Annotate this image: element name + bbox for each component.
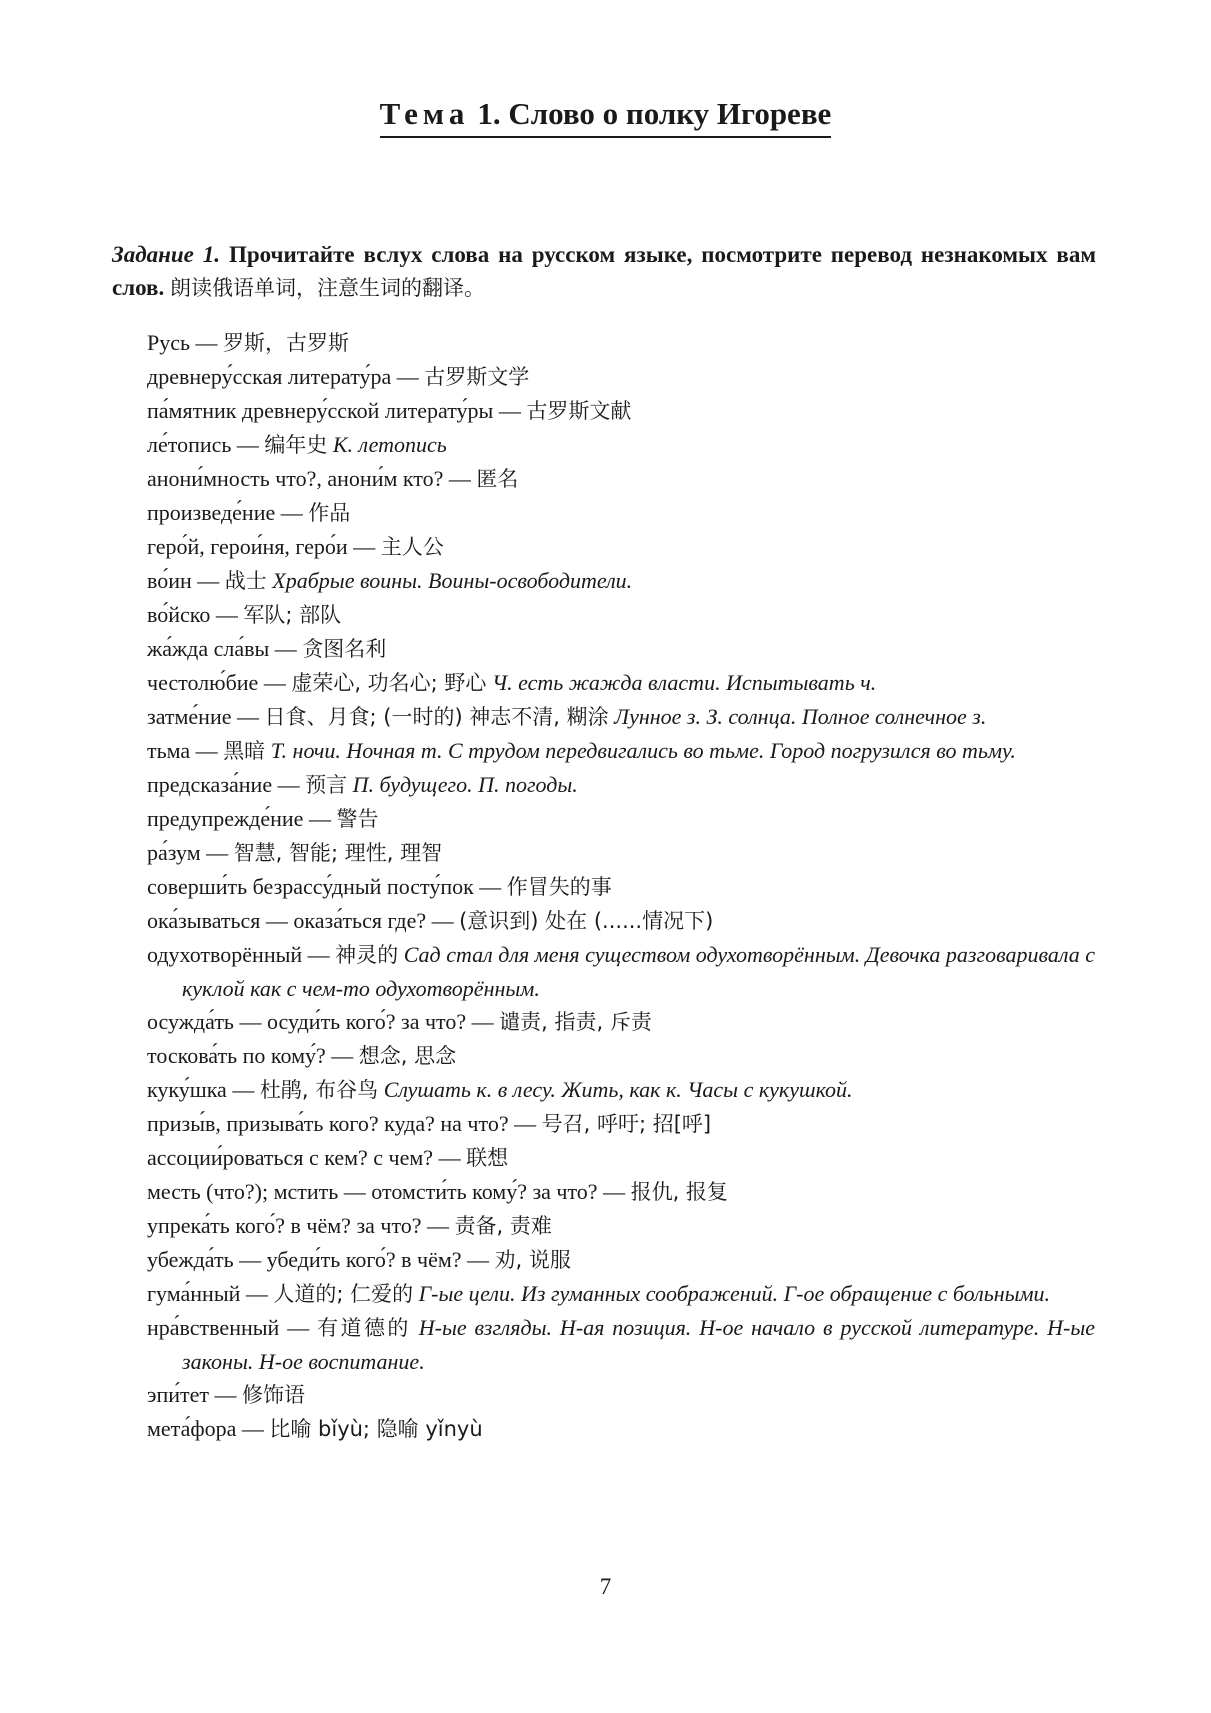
- vocab-entry: [147, 428, 1095, 462]
- vocab-example: Г-ые цели. Из гуманных соображений. Г-ое обращение с больными.: [418, 1281, 1051, 1306]
- vocab-chinese: 匿名: [476, 467, 519, 491]
- vocab-russian: анони́мность что?, анони́м кто? —: [147, 466, 477, 491]
- vocab-entry: [147, 734, 1095, 768]
- vocab-russian: тоскова́ть по кому́? —: [147, 1043, 359, 1068]
- vocab-entry: [147, 1107, 1095, 1141]
- vocab-entry: [147, 632, 1095, 666]
- vocab-chinese: 比喻 bǐyù; 隐喻 yǐnyù: [269, 1417, 483, 1441]
- vocab-russian: соверши́ть безрассу́дный посту́пок —: [147, 874, 507, 899]
- vocab-chinese: 警告: [336, 807, 379, 831]
- vocab-russian: древнеру́сская литерату́ра —: [147, 364, 425, 389]
- vocab-chinese: 虚荣心, 功名心; 野心: [291, 671, 487, 695]
- vocab-entry: [147, 360, 1095, 394]
- vocab-chinese: 责备, 责难: [454, 1214, 552, 1238]
- vocab-russian: месть (что?); мстить — отомсти́ть кому́? за что? —: [147, 1179, 631, 1204]
- vocab-entry: [147, 326, 1095, 360]
- vocab-chinese: 日食、月食; (一时的) 神志不清, 糊涂: [264, 705, 609, 729]
- vocab-russian: предсказа́ние —: [147, 772, 306, 797]
- vocab-russian: мета́фора —: [147, 1416, 270, 1441]
- vocab-russian: произведе́ние —: [147, 500, 309, 525]
- vocab-entry: [147, 1073, 1095, 1107]
- vocab-entry: [147, 1209, 1095, 1243]
- vocab-entry: [147, 1005, 1095, 1039]
- vocab-chinese: 劝, 说服: [494, 1248, 571, 1272]
- vocab-chinese: 古罗斯文学: [424, 365, 530, 389]
- vocab-chinese: 作品: [308, 501, 351, 525]
- vocab-chinese: 联想: [466, 1146, 509, 1170]
- vocab-chinese: 想念, 思念: [358, 1044, 457, 1068]
- vocab-entry: [147, 904, 1095, 938]
- vocab-example: Сад стал для меня существом одухотворённым. Девочка разговаривала с куклой как с чем-то одухотворённым.: [182, 942, 1096, 1001]
- vocab-russian: Русь —: [147, 330, 224, 355]
- vocab-entry: [147, 836, 1095, 870]
- title-underline: [380, 96, 832, 138]
- vocab-entry: [147, 938, 1095, 1005]
- vocab-russian: нра́вственный —: [147, 1315, 318, 1340]
- vocab-entry: [147, 1175, 1095, 1209]
- task-chinese: 朗读俄语单词，注意生词的翻译。: [169, 276, 485, 300]
- vocab-chinese: 报仇, 报复: [630, 1180, 728, 1204]
- vocab-entry: [147, 1311, 1095, 1378]
- vocab-russian: одухотворённый —: [147, 942, 336, 967]
- vocab-chinese: 战士: [224, 569, 267, 593]
- vocab-entry: [147, 496, 1095, 530]
- vocab-chinese: 号召, 呼吁; 招[呼]: [541, 1112, 712, 1136]
- vocab-entry: [147, 1243, 1095, 1277]
- vocab-entry: [147, 1141, 1095, 1175]
- vocab-example: Слушать к. в лесу. Жить, как к. Часы с кукушкой.: [383, 1077, 853, 1102]
- vocab-russian: геро́й, герои́ня, геро́и —: [147, 534, 381, 559]
- title-text: 1. Слово о полку Игореве: [477, 96, 832, 131]
- vocab-entry: [147, 530, 1095, 564]
- task-text: Прочитайте вслух слова на русском языке, посмотрите перевод незнакомых вам слов.: [112, 242, 1097, 300]
- vocab-entry: [147, 666, 1095, 700]
- vocab-russian: предупрежде́ние —: [147, 806, 337, 831]
- task-instruction: [112, 238, 1096, 305]
- vocab-chinese: 有道德的: [317, 1316, 411, 1340]
- vocab-russian: ле́топись —: [147, 432, 265, 457]
- vocab-chinese: 贪图名利: [302, 637, 387, 661]
- vocab-chinese: 智慧, 智能; 理性, 理智: [233, 841, 443, 865]
- task-label: Задание 1.: [112, 242, 221, 267]
- vocab-chinese: 人道的; 仁爱的: [273, 1282, 414, 1306]
- vocab-russian: ра́зум —: [147, 840, 234, 865]
- vocab-russian: призы́в, призыва́ть кого? куда? на что? —: [147, 1111, 542, 1136]
- vocab-entry: [147, 1412, 1095, 1446]
- vocab-entry: [147, 1039, 1095, 1073]
- vocab-example: Н-ые взгляды. Н-ая позиция. Н-ое начало в русской литературе. Н-ые законы. Н-ое воспитание.: [182, 1315, 1095, 1374]
- vocab-chinese: 古罗斯文献: [526, 399, 632, 423]
- vocabulary-list: [147, 326, 1095, 1446]
- vocab-example: Лунное з. З. солнца. Полное солнечное з.: [614, 704, 987, 729]
- vocab-russian: ассоции́роваться с кем? с чем? —: [147, 1145, 467, 1170]
- vocab-example: П. будущего. П. погоды.: [352, 772, 578, 797]
- vocab-example: К. летопись: [332, 432, 447, 457]
- vocab-russian: во́ин —: [147, 568, 225, 593]
- vocab-russian: жа́жда сла́вы —: [147, 636, 303, 661]
- vocab-russian: ока́зываться — оказа́ться где? —: [147, 908, 460, 933]
- vocab-entry: [147, 598, 1095, 632]
- vocab-chinese: 军队; 部队: [243, 603, 342, 627]
- vocab-entry: [147, 394, 1095, 428]
- vocab-entry: [147, 768, 1095, 802]
- vocab-entry: [147, 462, 1095, 496]
- vocab-entry: [147, 1277, 1095, 1311]
- vocab-chinese: 修饰语: [241, 1383, 305, 1407]
- vocab-chinese: 神灵的: [335, 943, 399, 967]
- vocab-russian: куку́шка —: [147, 1077, 260, 1102]
- vocab-russian: тьма —: [147, 738, 224, 763]
- vocab-entry: [147, 1378, 1095, 1412]
- vocab-russian: затме́ние —: [147, 704, 265, 729]
- vocab-chinese: 编年史: [264, 433, 328, 457]
- vocab-chinese: (意识到) 处在 (......情况下): [459, 909, 714, 933]
- vocab-chinese: 谴责, 指责, 斥责: [499, 1010, 652, 1034]
- page-number: 7: [599, 1574, 612, 1599]
- vocab-russian: гума́нный —: [147, 1281, 274, 1306]
- vocab-example: Ч. есть жажда власти. Испытывать ч.: [491, 670, 877, 695]
- vocab-chinese: 主人公: [380, 535, 444, 559]
- vocab-entry: [147, 700, 1095, 734]
- vocab-russian: осужда́ть — осуди́ть кого́? за что? —: [147, 1009, 500, 1034]
- vocab-entry: [147, 564, 1095, 598]
- vocab-chinese: 作冒失的事: [506, 875, 612, 899]
- vocab-example: Храбрые воины. Воины-освободители.: [272, 568, 633, 593]
- vocab-chinese: 黑暗: [223, 739, 266, 763]
- vocab-chinese: 罗斯，古罗斯: [223, 331, 350, 355]
- page-title: [0, 96, 1211, 138]
- vocab-example: Т. ночи. Ночная т. С трудом передвигались во тьме. Город погрузился во тьму.: [270, 738, 1016, 763]
- vocab-chinese: 预言: [305, 773, 348, 797]
- vocab-russian: во́йско —: [147, 602, 244, 627]
- title-tema: Тема: [379, 96, 470, 131]
- vocab-chinese: 杜鹃, 布谷鸟: [259, 1078, 379, 1102]
- vocab-russian: па́мятник древнеру́сской литерату́ры —: [147, 398, 527, 423]
- vocab-entry: [147, 802, 1095, 836]
- vocab-entry: [147, 870, 1095, 904]
- vocab-russian: эпи́тет —: [147, 1382, 242, 1407]
- vocab-russian: убежда́ть — убеди́ть кого́? в чём? —: [147, 1247, 495, 1272]
- vocab-russian: упрека́ть кого́? в чём? за что? —: [147, 1213, 455, 1238]
- vocab-russian: честолю́бие —: [147, 670, 292, 695]
